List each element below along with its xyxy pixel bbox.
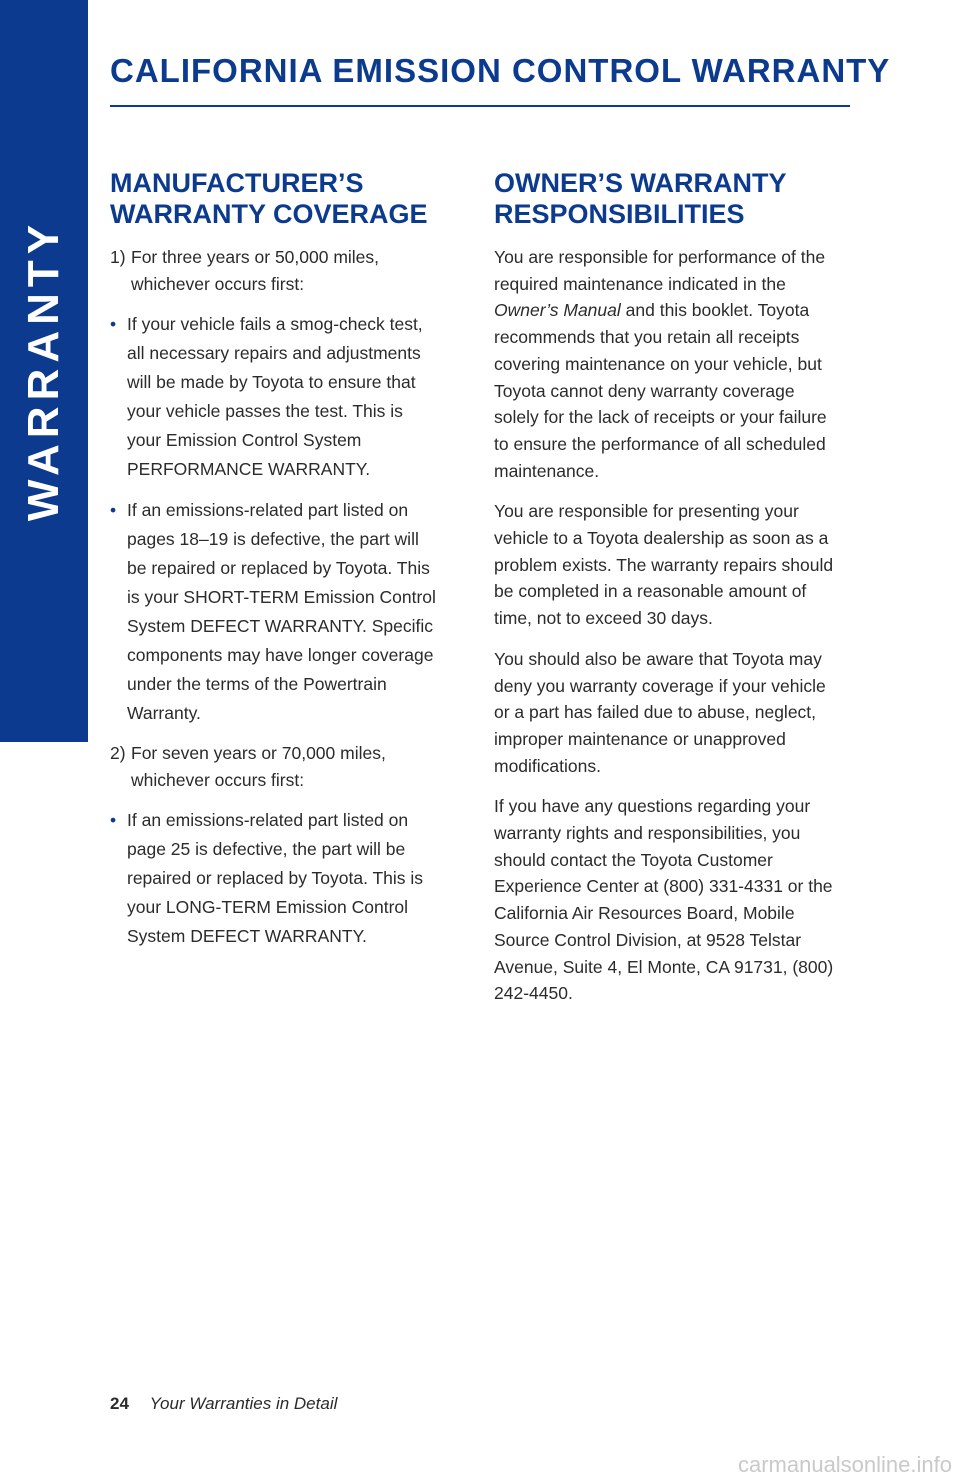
bullet-dot-icon: •: [110, 810, 117, 830]
page-number: 24: [110, 1394, 129, 1413]
owners-manual-title: Owner’s Manual: [494, 300, 621, 321]
bullet-item: [110, 496, 440, 728]
heading-line: RESPONSIBILITIES: [494, 199, 745, 229]
page-title: CALIFORNIA EMISSION CONTROL WARRANTY: [110, 52, 891, 89]
bullet-text: If your vehicle fails a smog-check test, all necessary repairs and adjustments will be made by Toyota to ensure that your vehicle passes the test. This is your Emission Control System PERFORMANCE WARRANTY.: [127, 314, 423, 479]
bullet-item: [110, 806, 440, 951]
item-text: For three years or 50,000 miles, whichever occurs first:: [131, 247, 380, 294]
paragraph-lead: You are responsible for performance of the required maintenance indicated in the: [494, 247, 826, 294]
bullet-text: If an emissions-related part listed on pages 18–19 is defective, the part will be repaired or replaced by Toyota. This is your SHORT-TERM Emission Control System DEFECT WARRANTY. Specific components may have longer coverage under the terms of the Powertrain Warranty.: [127, 500, 436, 723]
item-number: 1): [110, 247, 126, 267]
responsibility-paragraph-4: If you have any questions regarding your warranty rights and responsibilities, you should contact the Toyota Customer Experience Center at (800) 331-4331 or the California Air Resources Board, Mobile Source Control Division, at 9528 Telstar Avenue, Suite 4, El Monte, CA 91731, (800) 242-4450.: [494, 796, 834, 1004]
manufacturer-coverage-column: [110, 168, 440, 963]
page-footer: [110, 1394, 337, 1414]
bullet-dot-icon: •: [110, 500, 117, 520]
heading-line: OWNER’S WARRANTY: [494, 168, 787, 198]
heading-line: MANUFACTURER’S: [110, 168, 364, 198]
side-tab-label: WARRANTY: [19, 218, 68, 522]
side-tab: [0, 0, 88, 742]
bullet-dot-icon: •: [110, 314, 117, 334]
owner-responsibilities-heading: [494, 168, 834, 230]
responsibility-paragraph-1: [494, 244, 834, 484]
watermark: carmanualsonline.info: [737, 1452, 952, 1477]
heading-line: WARRANTY COVERAGE: [110, 199, 428, 229]
bullet-text: If an emissions-related part listed on page 25 is defective, the part will be repaired or replaced by Toyota. This is your LONG-TERM Emission Control System DEFECT WARRANTY.: [127, 810, 424, 946]
coverage-item-2: [110, 740, 440, 794]
manufacturer-coverage-heading: [110, 168, 440, 230]
bullet-item: [110, 310, 440, 484]
owner-responsibilities-column: [494, 168, 834, 1021]
responsibility-paragraph-3: You should also be aware that Toyota may deny you warranty coverage if your vehicle or a part has failed due to abuse, neglect, improper maintenance or unapproved modifications.: [494, 648, 826, 776]
item-number: 2): [110, 743, 126, 763]
paragraph-rest: and this booklet. Toyota recommends that you retain all receipts covering maintenance on your vehicle, but Toyota cannot deny warranty coverage solely for the lack of receipts or your failure to ensure the performance of all scheduled maintenance.: [494, 300, 827, 481]
coverage-item-1: [110, 244, 440, 298]
title-divider: [110, 105, 850, 107]
responsibility-paragraph-2: You are responsible for presenting your vehicle to a Toyota dealership as soon as a problem exists. The warranty repairs should be completed in a reasonable amount of time, not to exceed 30 days.: [494, 501, 834, 629]
footer-text: Your Warranties in Detail: [149, 1394, 338, 1413]
item-text: For seven years or 70,000 miles, whichever occurs first:: [131, 743, 386, 790]
